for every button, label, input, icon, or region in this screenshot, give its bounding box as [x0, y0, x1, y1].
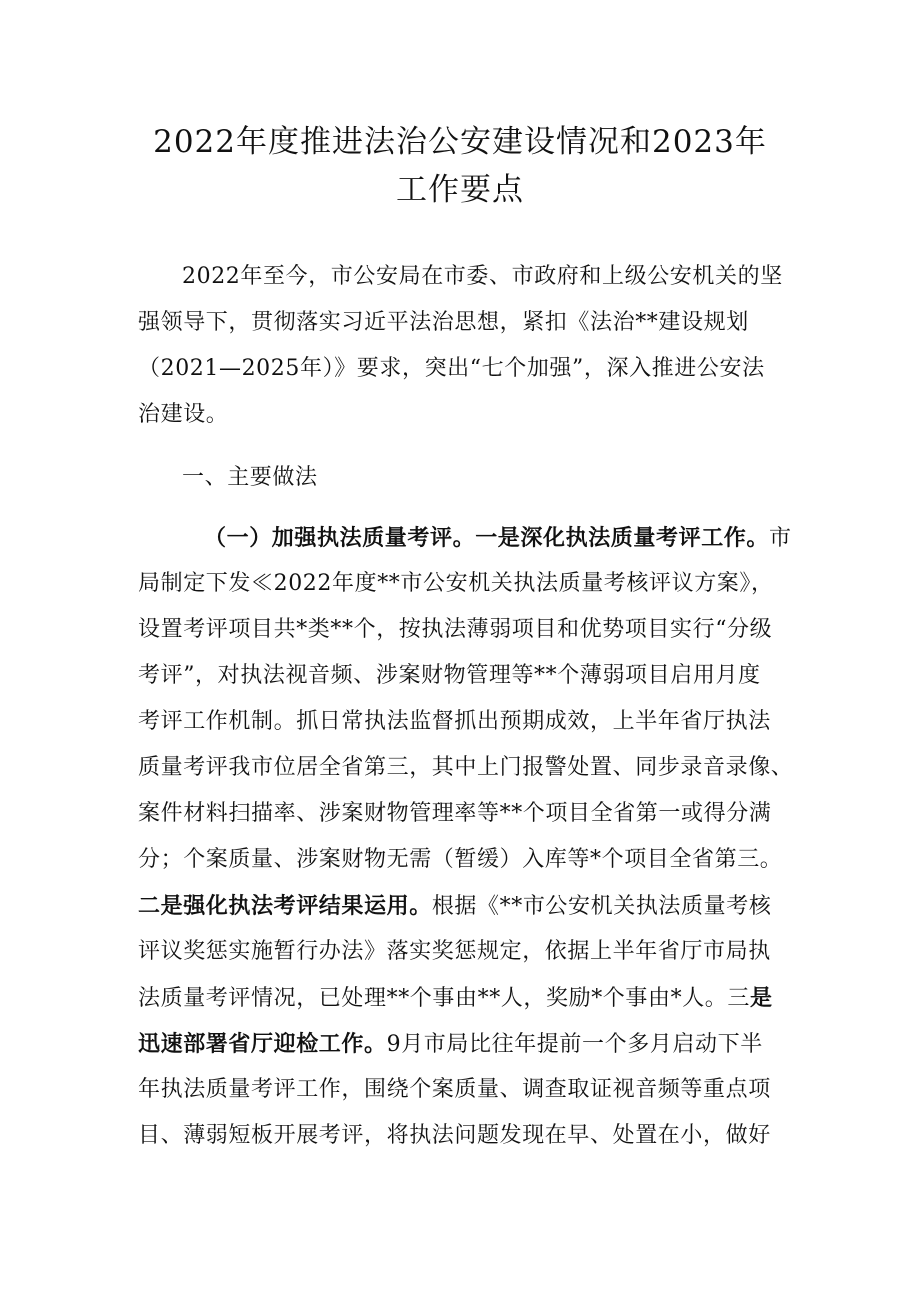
sub1-line-6: 质量考评我市位居全省第三，其中上门报警处置、同步录音录像、 [138, 755, 794, 780]
sub1-line-10: 评议奖惩实施暂行办法》落实奖惩规定，依据上半年省厅市局执 [138, 939, 771, 964]
sub1-line-11 [138, 983, 798, 1013]
sub1-line-12 [138, 1029, 798, 1059]
intro-line-4: 治建设。 [138, 402, 229, 427]
title-line-1: 2022年度推进法治公安建设情况和2023年 [153, 124, 767, 160]
sub1-line-9-rest: 根据《**市公安机关执法质量考核 [431, 894, 772, 919]
sub1-line-2: 局制定下发≪2022年度**市公安机关执法质量考核评议方案》， [138, 571, 774, 596]
sub1-line-9 [138, 891, 798, 921]
sub1-line-12-rest: 9月市局比往年提前一个多月启动下半 [386, 1032, 763, 1057]
sub1-line-11-rest: 法质量考评情况，已处理**个事由**人，奖励*个事由*人。三 [138, 986, 751, 1011]
sub1-line-13: 年执法质量考评工作，围绕个案质量、调查取证视音频等重点项 [138, 1077, 771, 1102]
sub1-line-5: 考评工作机制。抓日常执法监督抓出预期成效，上半年省厅执法 [138, 709, 771, 734]
section-heading: 一、主要做法 [182, 465, 318, 490]
sub1-line-8: 分；个案质量、涉案财物无需（暂缓）入库等*个项目全省第三。 [138, 847, 783, 872]
intro-line-2: 强领导下，贯彻落实习近平法治思想，紧扣《法治**建设规划 [138, 310, 749, 335]
sub1-point-2-bold: 二是强化执法考评结果运用。 [138, 893, 432, 919]
sub1-line-1-rest: 市 [769, 526, 792, 551]
sub1-line-1 [204, 523, 864, 553]
sub1-point-3-bold-start: 是 [750, 985, 773, 1011]
sub1-line-14: 目、薄弱短板开展考评，将执法问题发现在早、处置在小，做好 [138, 1123, 771, 1148]
sub1-line-7: 案件材料扫描率、涉案财物管理率等**个项目全省第一或得分满 [138, 801, 772, 826]
sub1-line-4: 考评”，对执法视音频、涉案财物管理等**个薄弱项目启用月度 [138, 663, 761, 688]
sub1-heading-bold: （一）加强执法质量考评。一是深化执法质量考评工作。 [204, 525, 770, 551]
sub1-line-3: 设置考评项目共*类**个，按执法薄弱项目和优势项目实行“分级 [138, 617, 773, 642]
document-title [100, 118, 820, 214]
sub1-point-3-bold: 迅速部署省厅迎检工作。 [138, 1031, 387, 1057]
intro-line-1: 2022年至今，市公安局在市委、市政府和上级公安机关的坚 [182, 264, 783, 289]
intro-line-3: （2021—2025年）》要求，突出“七个加强”，深入推进公安法 [138, 356, 765, 381]
title-line-2: 工作要点 [396, 172, 524, 208]
